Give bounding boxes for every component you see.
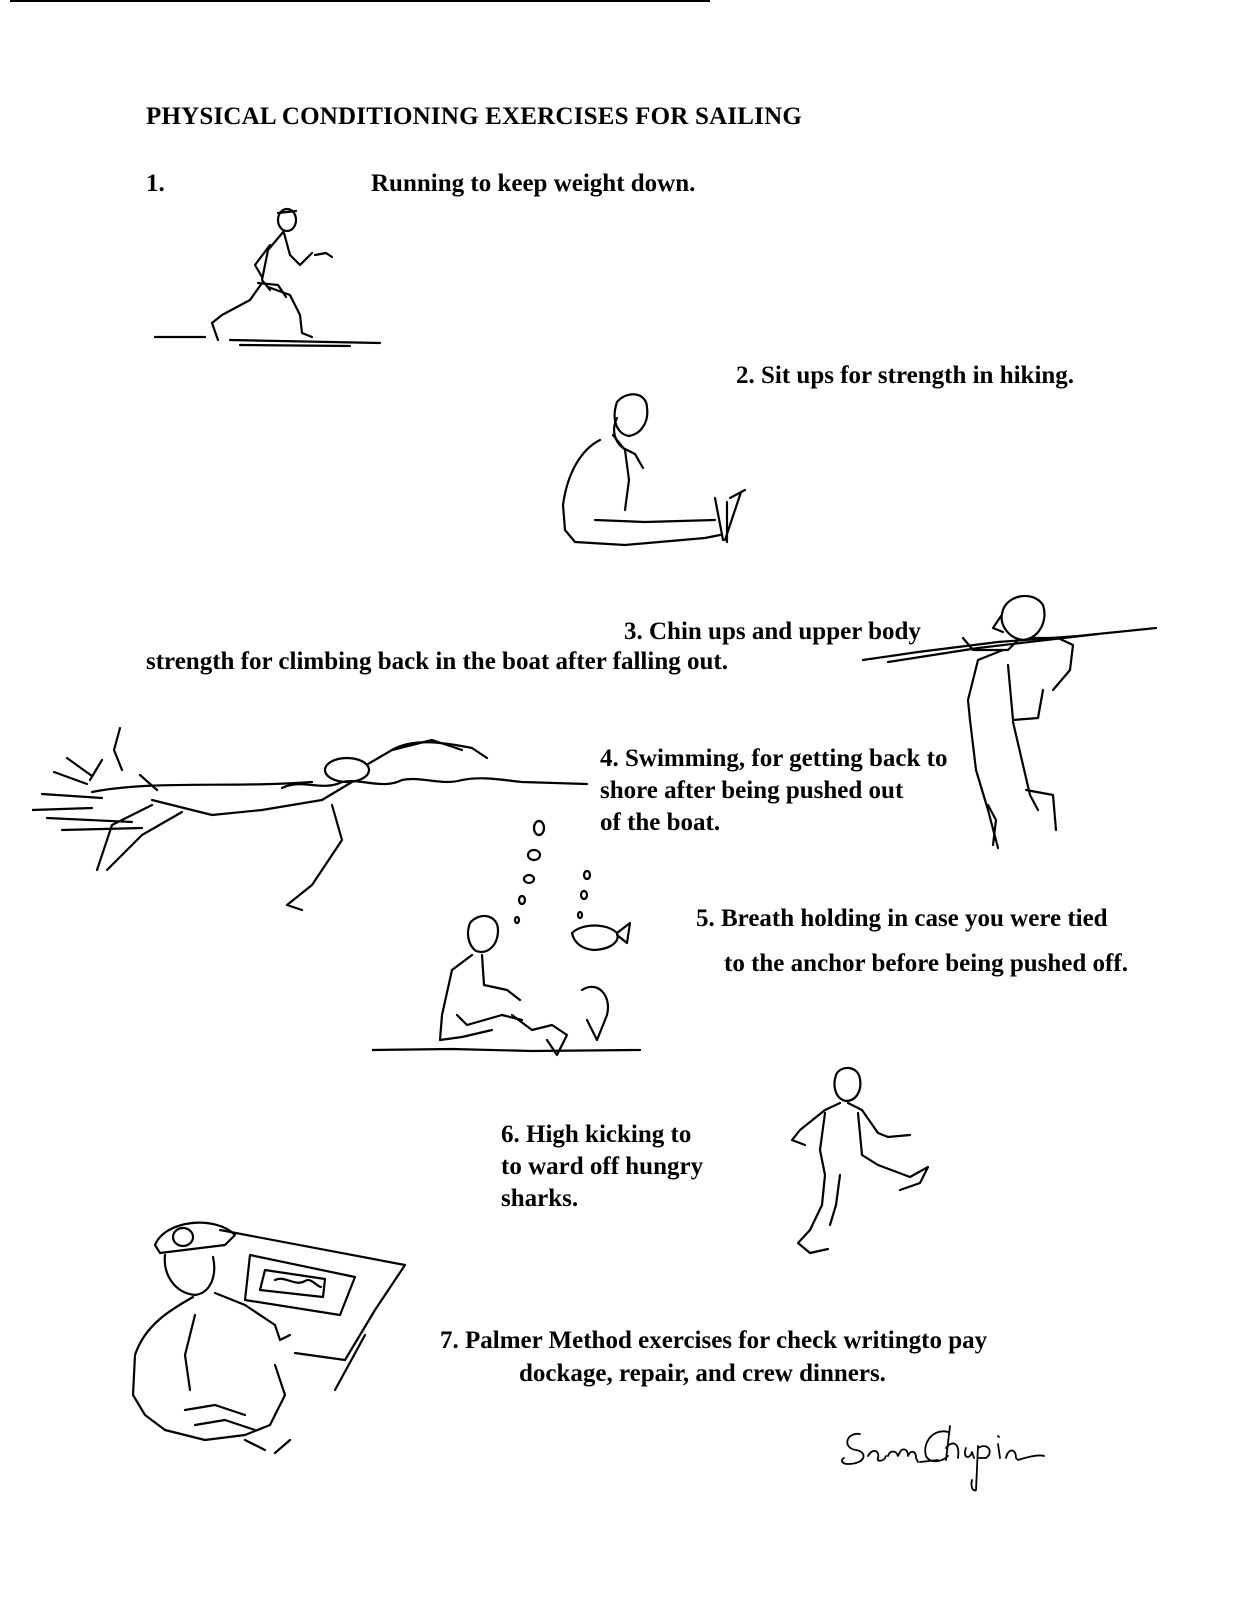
item-1-text: Running to keep weight down.	[371, 170, 696, 197]
item-1-number: 1.	[146, 170, 165, 197]
breath-holding-drawing	[372, 815, 642, 1070]
item-4-line-1: 4. Swimming, for getting back to	[600, 745, 948, 772]
item-6-line-2: to ward off hungry	[501, 1153, 704, 1180]
item-7-line-2: dockage, repair, and crew dinners.	[519, 1360, 886, 1387]
item-5-line-2: to the anchor before being pushed off.	[724, 950, 1128, 977]
item-5-line-1: 5. Breath holding in case you were tied	[696, 905, 1108, 932]
high-kick-drawing	[770, 1065, 935, 1260]
item-4-line-3: of the boat.	[600, 809, 721, 836]
runner-drawing	[150, 205, 385, 355]
item-2-text: 2. Sit ups for strength in hiking.	[736, 362, 1075, 389]
chinups-drawing	[858, 590, 1158, 855]
page-title: PHYSICAL CONDITIONING EXERCISES FOR SAILING	[146, 103, 802, 130]
item-7-line-1: 7. Palmer Method exercises for check writingto pay	[440, 1327, 988, 1354]
check-writing-drawing	[125, 1215, 415, 1455]
situps-drawing	[555, 390, 755, 560]
item-3-line-1: 3. Chin ups and upper body	[624, 618, 921, 645]
item-4-line-2: shore after being pushed out	[600, 777, 904, 804]
signature	[838, 1418, 1048, 1492]
scan-edge-line	[10, 0, 710, 2]
item-6-line-3: sharks.	[501, 1185, 579, 1212]
item-6-line-1: 6. High kicking to	[501, 1121, 692, 1148]
item-3-line-2: strength for climbing back in the boat after falling out.	[146, 648, 728, 675]
